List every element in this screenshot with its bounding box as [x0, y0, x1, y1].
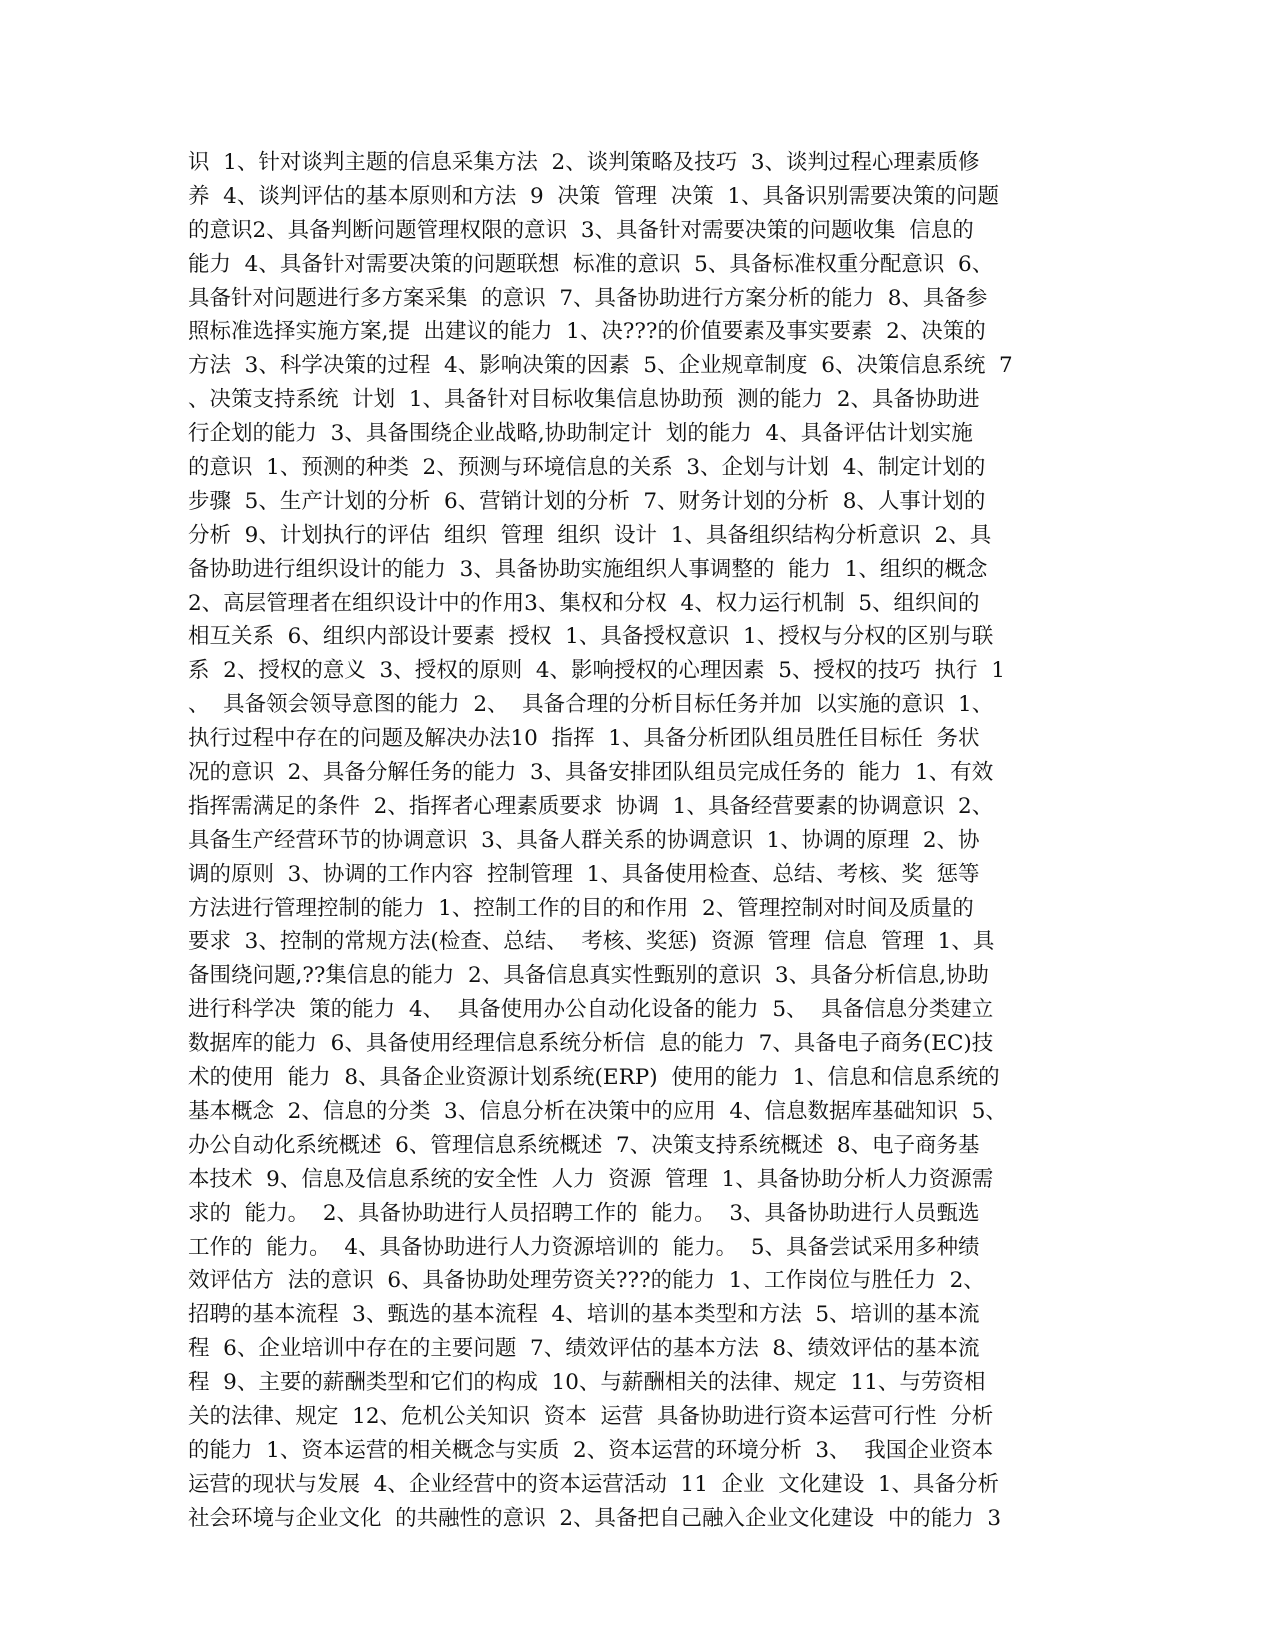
text-line: 系 2、授权的意义 3、授权的原则 4、影响授权的心理因素 5、授权的技巧 执行 1: [188, 658, 1005, 684]
text-line: 养 4、谈判评估的基本原则和方法 9 决策 管理 决策 1、具备识别需要决策的问题: [188, 183, 1000, 209]
text-line: 备协助进行组织设计的能力 3、具备协助实施组织人事调整的 能力 1、组织的概念: [188, 556, 988, 582]
text-line: 招聘的基本流程 3、甄选的基本流程 4、培训的基本类型和方法 5、培训的基本流: [188, 1302, 980, 1328]
text-line: 工作的 能力。 4、具备协助进行人力资源培训的 能力。 5、具备尝试采用多种绩: [188, 1234, 980, 1260]
text-line: 术的使用 能力 8、具备企业资源计划系统(ERP) 使用的能力 1、信息和信息系统的: [188, 1065, 1000, 1091]
text-line: 的意识2、具备判断问题管理权限的意识 3、具备针对需要决策的问题收集 信息的: [188, 217, 974, 243]
text-line: 方法进行管理控制的能力 1、控制工作的目的和作用 2、管理控制对时间及质量的: [188, 895, 974, 921]
text-line: 程 6、企业培训中存在的主要问题 7、绩效评估的基本方法 8、绩效评估的基本流: [188, 1336, 980, 1362]
text-line: 方法 3、科学决策的过程 4、影响决策的因素 5、企业规章制度 6、决策信息系统 7: [188, 353, 1013, 379]
text-line: 具备生产经营环节的协调意识 3、具备人群关系的协调意识 1、协调的原理 2、协: [188, 827, 980, 853]
text-line: 本技术 9、信息及信息系统的安全性 人力 资源 管理 1、具备协助分析人力资源需: [188, 1166, 994, 1192]
text-line: 调的原则 3、协调的工作内容 控制管理 1、具备使用检查、总结、考核、奖 惩等: [188, 861, 980, 887]
text-line: 分析 9、计划执行的评估 组织 管理 组织 设计 1、具备组织结构分析意识 2、具: [188, 522, 992, 548]
text-line: 运营的现状与发展 4、企业经营中的资本运营活动 11 企业 文化建设 1、具备分析: [188, 1471, 1000, 1497]
text-line: 社会环境与企业文化 的共融性的意识 2、具备把自己融入企业文化建设 中的能力 3: [188, 1505, 1002, 1531]
text-line: 程 9、主要的薪酬类型和它们的构成 10、与薪酬相关的法律、规定 11、与劳资相: [188, 1370, 986, 1396]
text-line: 指挥需满足的条件 2、指挥者心理素质要求 协调 1、具备经营要素的协调意识 2、: [188, 793, 994, 819]
text-line: 相互关系 6、组织内部设计要素 授权 1、具备授权意识 1、授权与分权的区别与联: [188, 624, 994, 650]
text-line: 、决策支持系统 计划 1、具备针对目标收集信息协助预 测的能力 2、具备协助进: [188, 387, 980, 413]
text-line: 况的意识 2、具备分解任务的能力 3、具备安排团队组员完成任务的 能力 1、有效: [188, 760, 994, 786]
text-line: 进行科学决 策的能力 4、 具备使用办公自动化设备的能力 5、 具备信息分类建立: [188, 997, 994, 1023]
text-line: 步骤 5、生产计划的分析 6、营销计划的分析 7、财务计划的分析 8、人事计划的: [188, 488, 986, 514]
text-line: 行企划的能力 3、具备围绕企业战略,协助制定计 划的能力 4、具备评估计划实施: [188, 421, 973, 447]
text-line: 的意识 1、预测的种类 2、预测与环境信息的关系 3、企划与计划 4、制定计划的: [188, 455, 986, 481]
text-line: 关的法律、规定 12、危机公关知识 资本 运营 具备协助进行资本运营可行性 分析: [188, 1403, 994, 1429]
text-line: 基本概念 2、信息的分类 3、信息分析在决策中的应用 4、信息数据库基础知识 5、: [188, 1098, 1007, 1124]
text-line: 能力 4、具备针对需要决策的问题联想 标准的意识 5、具备标准权重分配意识 6、: [188, 251, 994, 277]
text-line: 执行过程中存在的问题及解决办法10 指挥 1、具备分析团队组员胜任目标任 务状: [188, 726, 980, 752]
body-text: [188, 146, 1108, 1536]
text-line: 数据库的能力 6、具备使用经理信息系统分析信 息的能力 7、具备电子商务(EC)技: [188, 1031, 994, 1057]
text-line: 2、高层管理者在组织设计中的作用3、集权和分权 4、权力运行机制 5、组织间的: [188, 590, 980, 616]
text-line: 效评估方 法的意识 6、具备协助处理劳资关???的能力 1、工作岗位与胜任力 2、: [188, 1268, 985, 1294]
text-line: 要求 3、控制的常规方法(检查、总结、 考核、奖惩) 资源 管理 信息 管理 1、具: [188, 929, 995, 955]
text-line: 办公自动化系统概述 6、管理信息系统概述 7、决策支持系统概述 8、电子商务基: [188, 1132, 980, 1158]
text-line: 识 1、针对谈判主题的信息采集方法 2、谈判策略及技巧 3、谈判过程心理素质修: [188, 150, 980, 175]
text-line: 求的 能力。 2、具备协助进行人员招聘工作的 能力。 3、具备协助进行人员甄选: [188, 1200, 980, 1226]
text-line: 备围绕问题,??集信息的能力 2、具备信息真实性甄别的意识 3、具备分析信息,协助: [188, 963, 989, 989]
text-line: 具备针对问题进行多方案采集 的意识 7、具备协助进行方案分析的能力 8、具备参: [188, 285, 988, 311]
text-line: 、 具备领会领导意图的能力 2、 具备合理的分析目标任务并加 以实施的意识 1、: [188, 692, 994, 718]
text-line: 照标准选择实施方案,提 出建议的能力 1、决???的价值要素及事实要素 2、决策的: [188, 319, 986, 345]
text-line: 的能力 1、资本运营的相关概念与实质 2、资本运营的环境分析 3、 我国企业资本: [188, 1437, 994, 1463]
